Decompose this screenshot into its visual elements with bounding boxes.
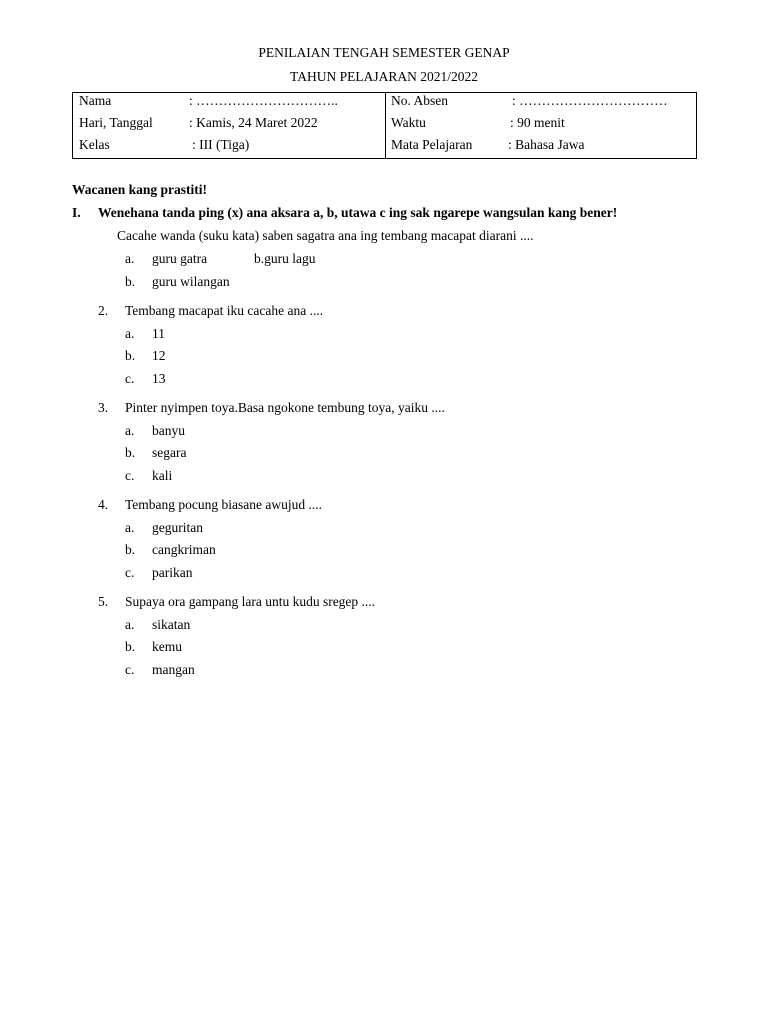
absen-value: : ……………………………	[512, 93, 668, 108]
option-letter: b.	[125, 348, 136, 363]
option-letter: b.	[125, 445, 136, 460]
option-text: parikan	[152, 565, 193, 580]
intro-instruction: Wacanen kang prastiti!	[72, 182, 208, 197]
option-letter: a.	[125, 326, 135, 341]
question-text: Tembang macapat iku cacahe ana ....	[125, 303, 324, 318]
option-text: 11	[152, 326, 165, 341]
option-letter: c.	[125, 468, 135, 483]
question-number: 4.	[98, 497, 109, 512]
option-text: 13	[152, 371, 166, 386]
question-number: 2.	[98, 303, 109, 318]
option-letter: c.	[125, 371, 135, 386]
time-label: Waktu	[391, 115, 426, 130]
option-text: cangkriman	[152, 542, 216, 557]
question-text: Tembang pocung biasane awujud ....	[125, 497, 323, 512]
time-value: : 90 menit	[510, 115, 565, 130]
option-letter: a.	[125, 617, 135, 632]
date-value: : Kamis, 24 Maret 2022	[189, 115, 318, 130]
option-letter: a.	[125, 251, 135, 266]
exam-year: TAHUN PELAJARAN 2021/2022	[290, 69, 478, 84]
option-text: sikatan	[152, 617, 191, 632]
name-value: : …………………………..	[189, 93, 338, 108]
option-text: segara	[152, 445, 187, 460]
question-text: Pinter nyimpen toya.Basa ngokone tembung toya, yaiku ....	[125, 400, 445, 415]
option-text: banyu	[152, 423, 185, 438]
option-text: kali	[152, 468, 173, 483]
option-letter: b.	[125, 274, 136, 289]
option-text: guru gatra	[152, 251, 208, 266]
option-letter: b.	[125, 639, 136, 654]
question-text: Supaya ora gampang lara untu kudu sregep ....	[125, 594, 376, 609]
option-letter: c.	[125, 662, 135, 677]
name-label: Nama	[79, 93, 112, 108]
option-text: kemu	[152, 639, 182, 654]
student-info-table	[72, 92, 697, 159]
option-text: 12	[152, 348, 166, 363]
subject-label: Mata Pelajaran	[391, 137, 473, 152]
section-instruction: Wenehana tanda ping (x) ana aksara a, b, utawa c ing sak ngarepe wangsulan kang bener!	[98, 205, 618, 220]
absen-label: No. Absen	[391, 93, 448, 108]
section-number: I.	[72, 205, 81, 220]
option-letter: c.	[125, 565, 135, 580]
option-letter: a.	[125, 520, 135, 535]
subject-value: : Bahasa Jawa	[508, 137, 585, 152]
question-number: 3.	[98, 400, 109, 415]
option-text: geguritan	[152, 520, 203, 535]
date-label: Hari, Tanggal	[79, 115, 153, 130]
question-text: Cacahe wanda (suku kata) saben sagatra ana ing tembang macapat diarani ....	[117, 228, 534, 243]
question-number: 5.	[98, 594, 109, 609]
option-letter: b.	[125, 542, 136, 557]
exam-title: PENILAIAN TENGAH SEMESTER GENAP	[258, 45, 510, 60]
option-text: mangan	[152, 662, 195, 677]
option-text: guru wilangan	[152, 274, 230, 289]
option-text: b.guru lagu	[254, 251, 316, 266]
table-divider	[385, 93, 386, 158]
option-letter: a.	[125, 423, 135, 438]
class-value: : III (Tiga)	[192, 137, 250, 152]
class-label: Kelas	[79, 137, 110, 152]
